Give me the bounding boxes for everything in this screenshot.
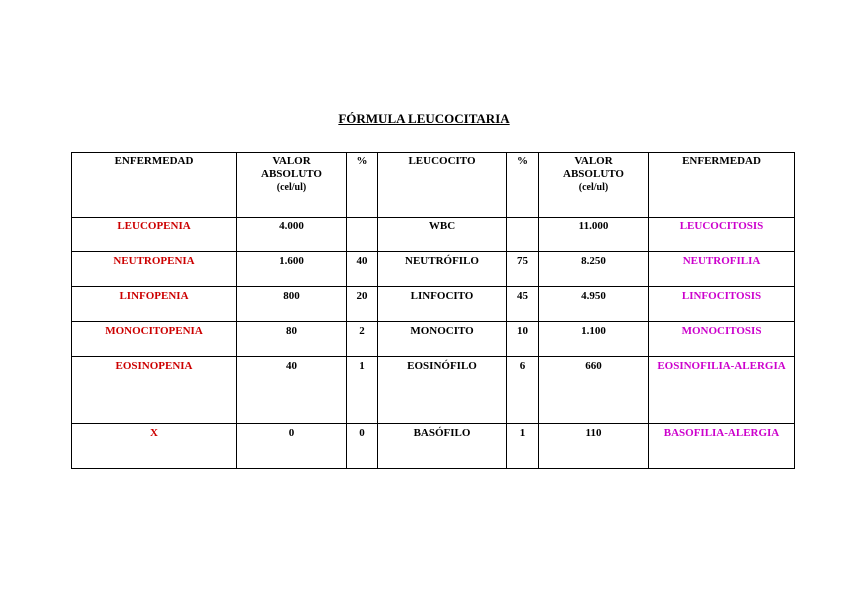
high-disease-cell: BASOFILIA-ALERGIA [649,424,795,469]
header-abs-low-line2: ABSOLUTO [261,168,322,180]
header-abs-low-line1: VALOR [272,155,311,167]
header-disease-low: ENFERMEDAD [72,153,237,218]
header-leukocyte: LEUCOCITO [378,153,507,218]
low-percent-cell: 20 [347,287,378,322]
low-disease-cell: EOSINOPENIA [72,357,237,424]
low-absolute-cell: 4.000 [237,218,347,252]
high-absolute-cell: 4.950 [539,287,649,322]
low-disease-cell: MONOCITOPENIA [72,322,237,357]
header-percent-high: % [507,153,539,218]
high-absolute-cell: 11.000 [539,218,649,252]
low-absolute-cell: 0 [237,424,347,469]
high-absolute-cell: 660 [539,357,649,424]
low-absolute-cell: 800 [237,287,347,322]
header-abs-high-line2: ABSOLUTO [563,168,624,180]
header-percent-low: % [347,153,378,218]
low-absolute-cell: 40 [237,357,347,424]
header-abs-high-unit: (cel/ul) [578,182,609,193]
low-disease-cell: LEUCOPENIA [72,218,237,252]
high-absolute-cell: 110 [539,424,649,469]
low-disease-cell: X [72,424,237,469]
header-abs-low-unit: (cel/ul) [276,182,307,193]
header-disease-high: ENFERMEDAD [649,153,795,218]
leukocyte-cell: BASÓFILO [378,424,507,469]
header-abs-high-line1: VALOR [574,155,613,167]
low-absolute-cell: 80 [237,322,347,357]
table-row [72,287,795,322]
table-row [72,252,795,287]
page-title: FÓRMULA LEUCOCITARIA [338,111,510,126]
high-disease-cell: LINFOCITOSIS [649,287,795,322]
high-percent-cell: 6 [507,357,539,424]
leukocyte-cell: EOSINÓFILO [378,357,507,424]
low-disease-cell: NEUTROPENIA [72,252,237,287]
leukocyte-cell: NEUTRÓFILO [378,252,507,287]
header-absolute-value-high [539,153,649,218]
leukocyte-cell: WBC [378,218,507,252]
leukocyte-formula-table [71,152,795,469]
low-percent-cell: 1 [347,357,378,424]
low-percent-cell: 0 [347,424,378,469]
high-percent-cell: 1 [507,424,539,469]
table-row [72,218,795,252]
low-percent-cell [347,218,378,252]
table-row [72,424,795,469]
high-disease-cell: LEUCOCITOSIS [649,218,795,252]
leukocyte-cell: MONOCITO [378,322,507,357]
high-absolute-cell: 1.100 [539,322,649,357]
high-disease-cell: MONOCITOSIS [649,322,795,357]
table-header-row [72,153,795,218]
table-row [72,357,795,424]
high-percent-cell: 10 [507,322,539,357]
high-disease-cell: EOSINOFILIA-ALERGIA [649,357,795,424]
leukocyte-cell: LINFOCITO [378,287,507,322]
table-row [72,322,795,357]
low-percent-cell: 40 [347,252,378,287]
low-percent-cell: 2 [347,322,378,357]
header-absolute-value-low [237,153,347,218]
low-absolute-cell: 1.600 [237,252,347,287]
high-disease-cell: NEUTROFILIA [649,252,795,287]
high-percent-cell: 45 [507,287,539,322]
low-disease-cell: LINFOPENIA [72,287,237,322]
high-absolute-cell: 8.250 [539,252,649,287]
high-percent-cell: 75 [507,252,539,287]
high-percent-cell [507,218,539,252]
